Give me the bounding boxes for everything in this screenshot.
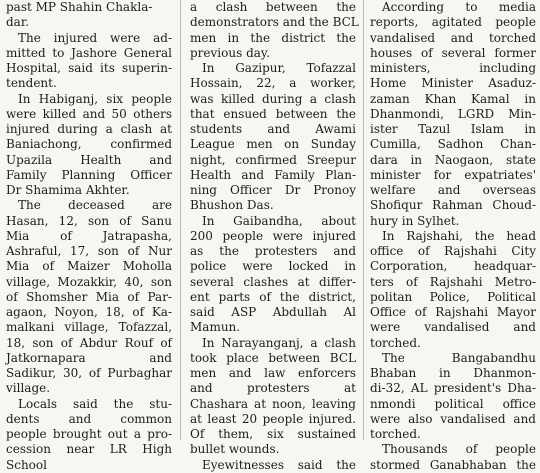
- article-column-1: [6, 0, 172, 472]
- text-line: men and law enforcers: [190, 366, 356, 380]
- text-line: Thousands of people: [382, 442, 536, 457]
- text-line: Jatkornapara and: [6, 350, 172, 365]
- article-column-2: [190, 0, 359, 472]
- text-line: as the protesters and: [190, 244, 356, 258]
- text-line: The deceased are: [18, 198, 172, 213]
- text-line: Hossain, 22, a worker,: [190, 76, 356, 91]
- text-line: Corporation, headquar-: [370, 259, 536, 274]
- text-line: men in the district the: [190, 30, 356, 45]
- text-line: mitted to Jashore General: [6, 45, 172, 60]
- text-line: In Gaibandha, about: [202, 213, 356, 228]
- text-line: Mia of Jatrapasha,: [6, 228, 172, 243]
- text-line: League men on Sunday: [190, 137, 356, 152]
- text-line: were also vandalised and: [370, 411, 536, 426]
- text-line: According to media: [382, 0, 536, 14]
- text-line: Baniachong, confirmed: [6, 137, 172, 152]
- text-line: dents and common: [6, 411, 172, 426]
- text-line: Dhanmondi, LGRD Min-: [370, 106, 536, 121]
- text-line: Office of Rajshahi Mayor: [370, 305, 536, 319]
- text-line: nmondi political office: [370, 396, 536, 411]
- text-line: at least 20 people injured.: [190, 411, 356, 426]
- text-line: and protesters at: [190, 381, 356, 396]
- text-line: were vandalised and: [370, 320, 536, 335]
- text-line: a clash between the: [190, 0, 356, 14]
- text-line: office of Rajshahi City: [370, 244, 536, 258]
- text-line: Chashara at noon, leaving: [190, 396, 356, 411]
- text-line: students and Awami: [190, 122, 356, 136]
- text-line: hury in Sylhet.: [370, 213, 460, 228]
- text-line: Sadikur, 30, of Purbaghar: [6, 366, 172, 380]
- text-line: people brought out a pro-: [6, 427, 172, 441]
- article-column-3: [370, 0, 536, 472]
- text-line: Shofiqur Rahman Choud-: [370, 198, 536, 213]
- text-line: Of them, six sustained: [190, 427, 356, 441]
- text-line: minister for expatriates': [370, 167, 536, 182]
- text-line: said ASP Abdullah Al: [190, 305, 356, 319]
- text-line: that ensued between the: [190, 106, 356, 121]
- text-line: In Narayanganj, a clash: [202, 335, 356, 350]
- text-line: houses of several former: [370, 45, 536, 60]
- text-line: past MP Shahin Chaklа-: [6, 0, 153, 14]
- text-line: Mia of Maizer Moholla: [6, 259, 172, 274]
- text-line: Family Planning Officer: [6, 167, 172, 182]
- text-line: previous day.: [190, 45, 270, 60]
- text-line: Mamun.: [190, 320, 241, 335]
- text-line: In Habiganj, six people: [18, 91, 172, 106]
- text-line: Health and Family Plan-: [190, 167, 356, 182]
- text-line: dar.: [6, 15, 30, 30]
- text-line: 200 people were injured: [190, 228, 356, 243]
- text-line: ministers, including: [370, 61, 536, 75]
- text-line: several clashes at differ-: [190, 274, 356, 289]
- text-line: bullet wounds.: [190, 442, 280, 457]
- text-line: reports, agitated people: [370, 15, 536, 30]
- text-line: village, Mozakkir, 40, son: [6, 274, 172, 289]
- text-line: Bhaban in Dhanmon-: [370, 366, 536, 380]
- text-line: vandalised and torched: [370, 30, 536, 45]
- text-line: malkani village, Tofazzal,: [6, 320, 172, 335]
- text-line: were killed and 50 others: [6, 106, 172, 121]
- text-line: Home Minister Asaduz-: [370, 76, 536, 91]
- text-line: Hasan, 12, son of Sanu: [6, 213, 172, 228]
- text-line: agaon, Noyon, 18, of Ka-: [6, 305, 172, 319]
- text-line: ent parts of the district,: [190, 289, 356, 304]
- text-line: Dr Shamima Akhter.: [6, 183, 130, 197]
- text-line: police were locked in: [190, 259, 356, 274]
- text-line: Bhushon Das.: [190, 198, 274, 213]
- text-line: School: [6, 457, 47, 472]
- text-line: took place between BCL: [190, 350, 356, 365]
- text-line: ister Tazul Islam in: [370, 122, 536, 136]
- text-line: Eyewitnesses said the: [202, 457, 356, 472]
- text-line: welfare and overseas: [370, 183, 536, 197]
- text-line: di-32, AL president's Dha-: [370, 381, 536, 396]
- text-line: torched.: [370, 427, 421, 441]
- text-line: ning Officer Dr Pronoy: [190, 183, 356, 197]
- text-line: cession near LR High: [6, 442, 172, 457]
- text-line: Locals said the stu-: [18, 396, 172, 411]
- text-line: of Shomsher Mia of Par-: [6, 289, 172, 304]
- text-line: Ashraful, 17, son of Nur: [6, 244, 172, 258]
- text-line: politan Police, Political: [370, 289, 536, 304]
- text-line: was killed during a clash: [190, 91, 356, 106]
- text-line: night, confirmed Sreepur: [190, 152, 356, 167]
- text-line: The injured were ad-: [18, 30, 172, 45]
- text-line: 18, son of Abdur Rouf of: [6, 335, 172, 350]
- text-line: Upazila Health and: [6, 152, 172, 167]
- text-line: demonstrators and the BCL: [190, 15, 359, 30]
- text-line: In Gazipur, Tofazzal: [202, 61, 356, 75]
- text-line: village.: [6, 381, 51, 396]
- text-line: injured during a clash at: [6, 122, 172, 136]
- column-divider: [363, 0, 364, 440]
- text-line: zaman Khan Kamal in: [370, 91, 536, 106]
- text-line: ters of Rajshahi Metro-: [370, 274, 536, 289]
- text-line: torched.: [370, 335, 421, 350]
- text-line: tendent.: [6, 76, 57, 91]
- text-line: Cumilla, Sadhon Chan-: [370, 137, 536, 152]
- text-line: Hospital, said its superin-: [6, 61, 172, 75]
- column-divider: [180, 0, 181, 440]
- text-line: stormed Ganabhaban the: [370, 457, 536, 472]
- text-line: dara in Naogaon, state: [370, 152, 536, 167]
- text-line: The Bangabandhu: [382, 350, 536, 365]
- text-line: In Rajshahi, the head: [382, 228, 536, 243]
